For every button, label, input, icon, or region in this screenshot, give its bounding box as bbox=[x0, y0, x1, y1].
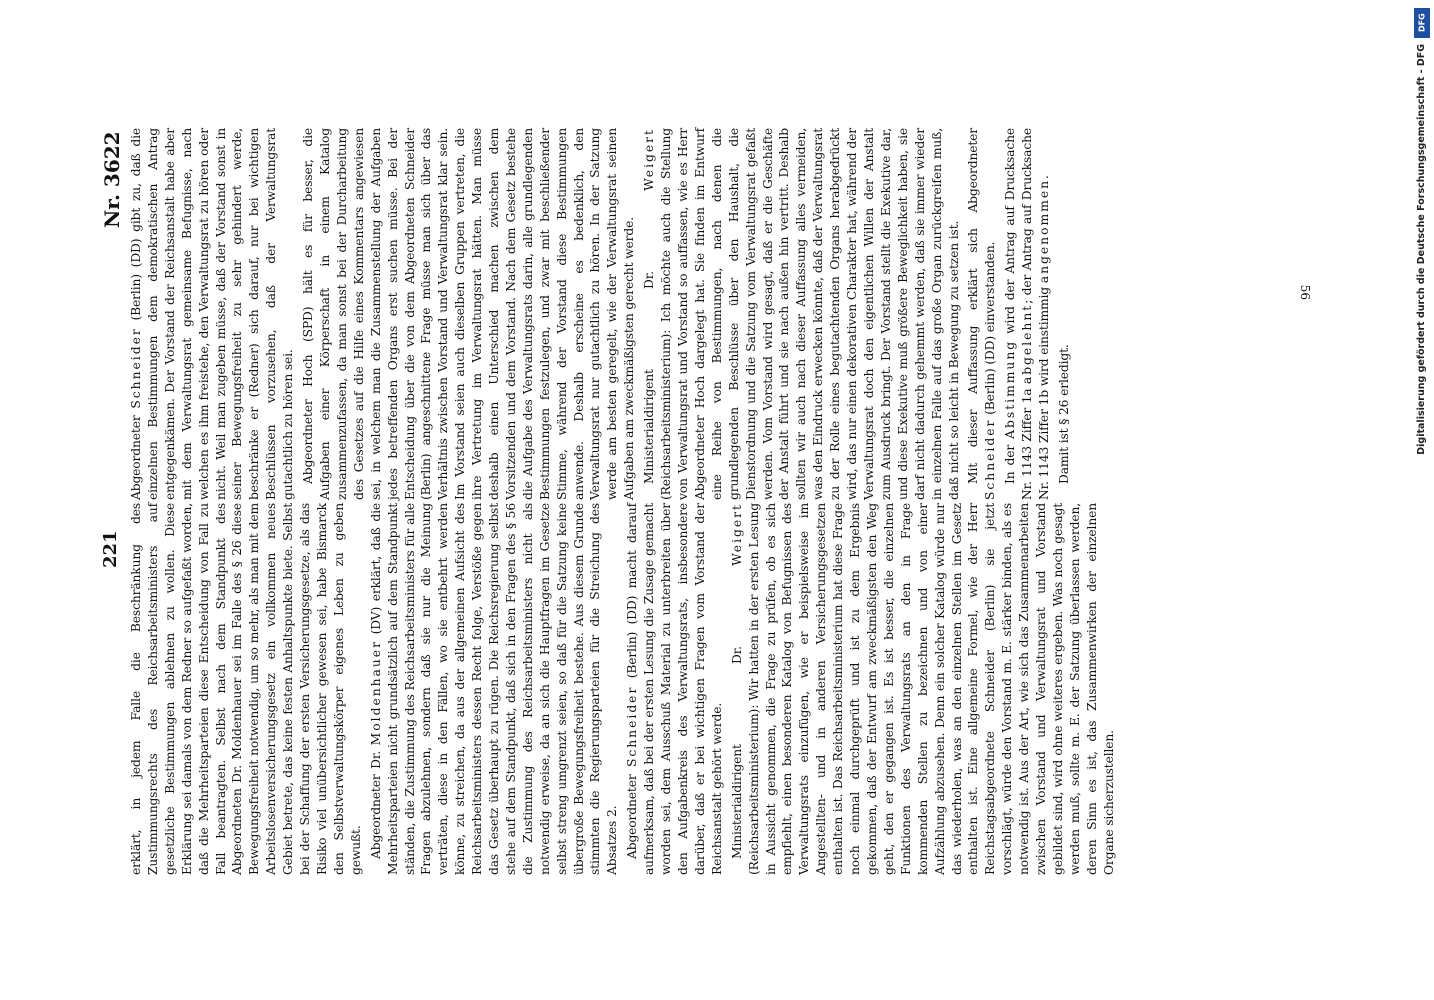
text-run: Ministerialdirigent Dr. bbox=[642, 190, 657, 484]
speaker-name: Schneider bbox=[625, 685, 640, 768]
text-run: (Reichsarbeitsministerium): Ich möchte auch die Stellung von Verwaltungsrat und Vorstand so auffassen, wie es Herr Abgeordneter Hoch dargelegt hat. Sie finden im Entwurf eine Reihe von Bestimmungen, nach denen die grundlegenden Beschlüsse über den Haushalt, die Dienstordnung und die Satzung vom Verwaltungsrat gefaßt werden. Vom Vorstand wird gesagt, daß er die Geschäfte der Anstalt führt und sie nach außen hin vertritt. Deshalb sollten wir auch nach dieser Auffassung alles vermeiden, was den Eindruck erwecken könnte, daß der Verwaltungsrat zu der Rolle eines begutachtenden Organs herabgedrückt wird, das nur einen dekorativen Charakter hat, während der Verwaltungsrat doch den eigentlichen Willen der Anstalt zum Ausdruck bringt. Der Vorstand stellt die Exekutive dar, und diese Exekutive muß größere Beweglichkeit haben, sie darf nicht dadurch gehemmt werden, daß sie immer wieder in einzelnen Falle auf das große Organ zurückgreifen muß, daß nicht so leicht in Bewegung zu setzen ist. bbox=[659, 128, 961, 500]
text-run: Abgeordneter bbox=[625, 767, 640, 859]
speaker-name: Schneider bbox=[983, 418, 998, 500]
text-run: (Berlin) (DD) einverstanden. bbox=[983, 241, 998, 419]
text-run: Ministerialdirigent Dr. bbox=[729, 565, 744, 859]
footer-page-number: 56 bbox=[1298, 284, 1312, 300]
speaker-name: Weigert bbox=[729, 503, 744, 566]
paragraph: erklärt, in jedem Falle die Beschränkung des Zustimmungsrechts des Reichsarbeitsministers auf gesetzliche Bestimmungen ablehnen zu wollen. Diese Erklärung sei damals von dem Redner so aufgefaßt worden, daß die Mehrheitsparteien diese Entscheidung von Fall zu Fall beantragten. Selbst nach dem Standpunkt des Abgeordneten Dr. Moldenhauer sei im Falle des § 26 diese Bewegungsfreiheit notwendig, um so mehr, als man mit dem Arbeitslosenversicherungsgesetz ein vollkommen neues Gebiet betrete, das keine festen Anhaltspunkte biete. Selbst bei der Schaffung der ersten Versicherungsgesetze, als das Risiko viel unübersichtlicher gewesen sei, habe Bismarck den Selbstverwaltungskörper eigenes Leben zu geben gewußt. bbox=[129, 503, 363, 875]
speaker-name: Weigert bbox=[642, 128, 657, 191]
paragraph bbox=[641, 128, 962, 500]
paragraph bbox=[624, 503, 725, 875]
speaker-name: Schneider bbox=[129, 327, 143, 409]
text-run: wird der Antrag auf Drucksache Nr. 1143 Ziffer 1a bbox=[1003, 128, 1035, 500]
left-column bbox=[128, 503, 1308, 875]
text-run: In der bbox=[1003, 438, 1018, 484]
paragraph bbox=[128, 128, 297, 500]
text-run: ; der Antrag auf Drucksache Nr. 1143 Ziffer 1b wird einstimmig bbox=[1020, 128, 1052, 500]
vote-term: Abstimmung bbox=[1003, 339, 1018, 439]
text-run: (Reichsarbeitsministerium): Wir hatten in der ersten Lesung in Aussicht genommen, die Frage zu prüfen, ob es sich empfiehlt, einen besonderen Katalog von Befugnissen des Verwaltungsrats einzufügen, wie er beispielsweise im Angestellten- und in anderen Versicherungsgesetzen enthalten ist. Das Reichsarbeitsministerium hat diese Frage noch einmal durchgeprüft und ist zu dem Ergebnis gekommen, daß der Entwurf am zweckmäßigsten den Weg geht, den er gegangen ist. Es ist besser, die einzelnen Funktionen des Verwaltungsrats an den in Frage kommenden Stellen zu bezeichnen und von einer Aufzählung abzusehen. Denn ein solcher Katalog würde nur das wiederholen, was an den einzelnen Stellen im Gesetz enthalten ist. Eine allgemeine Formel, wie der Herr Reichstagsabgeordnete Schneider (Berlin) sie jetzt vorschlägt, würde den Vorstand m. E. stärker binden, als es notwendig ist. Aus der Art, wie sich das Zusammenarbeiten zwischen Vorstand und Verwaltungsrat und Vorstand gebildet sind, wird ohne weiteres ergeben. Was noch gesagt werden muß, sollte m. E. der Satzung überlassen werden, deren Sinn es ist, das Zusammenwirken der einzelnen Organe sicherzustellen. bbox=[746, 503, 1116, 875]
text-run: (DV) erklärt, daß die Mehrheitsparteien nicht grundsätzlich auf dem Standpunkt ständen, die Zustimmung des Reichsarbeitsministers für alle Fragen abzulehnen, sondern daß sie nur die Meinung verträten, diese in den Fällen, wo sie entbehrt werden könne, zu streichen, da aus der allgemeinen Aufsicht des Reichsarbeitsministers dessen Recht folge, Verstöße gegen das Gesetz überhaupt zu rügen. Die Reichsregierung selbst stehe auf dem Standpunkt, daß sich in den Fragen des § 56 die Zustimmung des Reichsarbeitsministers nicht als notwendig erweise, da an sich die Hauptfragen im Gesetze selbst streng umgrenzt seien, so daß für die Satzung keine übergroße Bewegungsfreiheit bestehe. Aus diesem Grunde stimmten die Regierungsparteien für die Streichung des Absatzes 2. bbox=[368, 503, 620, 875]
document-number: Nr. 3622 bbox=[100, 131, 124, 228]
text-run: (Berlin) (DD) macht darauf aufmerksam, daß bei der ersten Lesung die Zusage gemacht worden sei, dem Ausschuß Material zu unterbreiten über den Aufgabenkreis des Verwaltungsrats, insbesondere darüber, daß er bei wichtigen Fragen vom Vorstand der Reichsanstalt gehört werde. bbox=[625, 503, 724, 875]
text-run: Abgeordneter bbox=[129, 408, 143, 500]
dfg-logo-icon: DFG bbox=[1414, 8, 1430, 38]
paragraph bbox=[965, 128, 999, 500]
text-run: Mit dieser Auffassung erklärt sich Abgeordneter bbox=[966, 128, 981, 484]
paragraph bbox=[729, 503, 1118, 875]
digitization-note: Digitalisierung gefördert durch die Deutsche Forschungsgemeinschaft - DFG bbox=[1416, 44, 1427, 455]
speaker-name: Moldenhauer bbox=[368, 640, 383, 746]
paragraph bbox=[368, 503, 622, 875]
page-number: 221 bbox=[100, 530, 121, 568]
paragraph bbox=[1002, 128, 1053, 500]
result-accepted: angenommen bbox=[1037, 178, 1052, 284]
paragraph: Damit ist § 26 erledigt. bbox=[1056, 344, 1071, 484]
result-rejected: abgelehnt bbox=[1020, 303, 1035, 385]
paragraph: Abgeordneter Hoch (SPD) hält es für besser, die Aufgaben einer Körperschaft in einem Katalog zusammenzufassen, da man sonst bei der Durcharbeitung des Gesetzes auf die Hilfe eines Kommentars angewiesen sei, in welchem man die Zusammenstellung der Aufgaben jedes betreffenden Organs erst suchen müsse. Bei der Entscheidung über die von dem Abgeordneten Schneider (Berlin) angeschnittene Frage müsse man sich über das Verhältnis zwischen Vorstand und Verwaltungsrat klar sein. Im Vorstand seien auch dieselben Gruppen vertreten, die ihre Vertretung im Verwaltungsrat hätten. Man müsse deshalb einen Unterschied machen zwischen dem Vorsitzenden und dem Vorstand. Nach dem Gesetz bestehe die Aufgabe des Verwaltungsrats darin, alle grundlegenden Bestimmungen festzulegen, und zwar mit beschließender Stimme, während der Vorstand diese Bestimmungen anwende. Deshalb erscheine es bedenklich, den Verwaltungsrat nur gutachtlich zu hören. In der Satzung werde am besten geregelt, wie der Verwaltungsrat seinen Aufgaben am zweckmäßigsten gerecht werde. bbox=[301, 128, 637, 500]
text-run: (Berlin) (DD) gibt zu, daß die einzelnen Bestimmungen dem demokratischen Antrag entgegenkämen. Der Vorstand der Reichsanstalt habe aber mit dem Verwaltungsrat gemeinsame Befugnisse, nach welchen es ihm freistehe, den Verwaltungsrat zu hören oder nicht. Weil man zugeben müsse, daß der Vorstand sonst in seiner Bewegungsfreiheit zu sehr gehindert werde, beschränke er (Redner) sich darauf, nur bei wichtigen Beschlüssen vorzusehen, daß der Verwaltungsrat gutachtlich zu hören sei. bbox=[129, 128, 296, 500]
digitization-sidebar bbox=[1414, 8, 1432, 992]
text-run: . bbox=[1037, 175, 1052, 179]
text-run: Abgeordneter Dr. bbox=[368, 745, 383, 859]
right-column bbox=[128, 128, 1308, 500]
